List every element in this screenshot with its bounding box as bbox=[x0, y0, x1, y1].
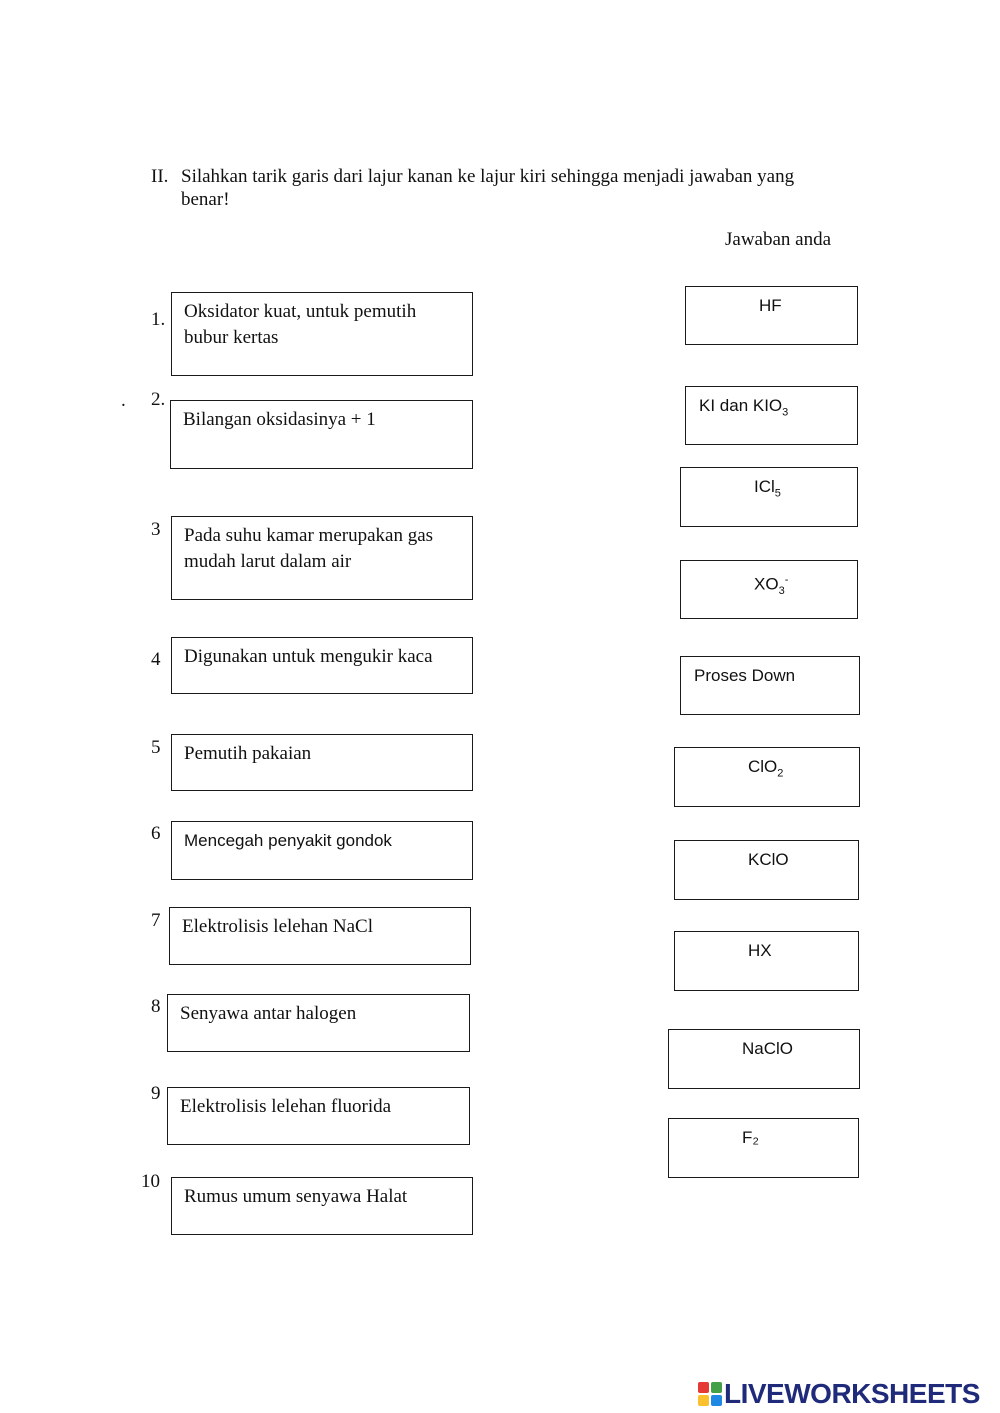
answer-8-base: HX bbox=[748, 941, 772, 960]
liveworksheets-wordmark: LIVEWORKSHEETS bbox=[724, 1378, 980, 1409]
question-box-4[interactable] bbox=[171, 637, 473, 694]
question-box-6[interactable] bbox=[171, 821, 473, 880]
question-box-7[interactable] bbox=[169, 907, 471, 965]
answer-box-7[interactable] bbox=[674, 840, 859, 900]
question-1-line-2: bubur kertas bbox=[184, 327, 279, 348]
question-number-4: 4 bbox=[151, 649, 161, 670]
answer-box-8[interactable] bbox=[674, 931, 859, 991]
answer-text-8 bbox=[748, 940, 772, 962]
answer-text-4 bbox=[754, 569, 788, 602]
question-text-4: Digunakan untuk mengukir kaca bbox=[184, 646, 433, 667]
answer-3-sub: 5 bbox=[774, 487, 781, 500]
answer-4-sub: 3 bbox=[778, 585, 785, 598]
answer-text-1 bbox=[759, 295, 782, 317]
answer-4-base: XO bbox=[754, 574, 779, 594]
logo-tile-red bbox=[698, 1382, 709, 1393]
answer-box-5[interactable] bbox=[680, 656, 860, 715]
question-text-3 bbox=[184, 523, 462, 575]
question-number-8: 8 bbox=[151, 996, 161, 1017]
question-number-2: 2. bbox=[151, 389, 166, 410]
question-3-line-1: Pada suhu kamar merupakan gas bbox=[184, 525, 434, 546]
instruction-number: II. bbox=[151, 166, 169, 187]
question-box-3[interactable] bbox=[171, 516, 473, 600]
answer-10-base: F₂ bbox=[742, 1128, 759, 1147]
question-box-8[interactable] bbox=[167, 994, 470, 1052]
answer-box-10[interactable] bbox=[668, 1118, 859, 1178]
answer-text-9 bbox=[742, 1038, 793, 1060]
question-text-8: Senyawa antar halogen bbox=[180, 1003, 357, 1024]
question-box-2[interactable] bbox=[170, 400, 473, 469]
answer-text-5 bbox=[694, 665, 795, 687]
answers-header: Jawaban anda bbox=[725, 229, 832, 250]
question-text-7: Elektrolisis lelehan NaCl bbox=[182, 916, 374, 937]
answer-box-1[interactable] bbox=[685, 286, 858, 345]
question-text-1 bbox=[184, 299, 462, 351]
logo-tile-blue bbox=[711, 1395, 722, 1406]
question-text-9: Elektrolisis lelehan fluorida bbox=[180, 1096, 392, 1117]
liveworksheets-logo-icon bbox=[698, 1382, 722, 1406]
answer-4-sup: - bbox=[784, 574, 789, 586]
question-text-6: Mencegah penyakit gondok bbox=[184, 831, 392, 850]
answer-text-2 bbox=[699, 395, 788, 423]
answer-box-3[interactable] bbox=[680, 467, 858, 527]
question-number-10: 10 bbox=[141, 1171, 160, 1192]
answer-1-base: HF bbox=[759, 296, 782, 315]
question-number-9: 9 bbox=[151, 1083, 161, 1104]
answer-7-base: KClO bbox=[748, 850, 789, 869]
answer-box-4[interactable] bbox=[680, 560, 858, 619]
question-text-5: Pemutih pakaian bbox=[184, 743, 312, 764]
answer-3-base: ICl bbox=[754, 477, 775, 496]
logo-tile-yellow bbox=[698, 1395, 709, 1406]
answer-text-3 bbox=[754, 476, 781, 504]
stray-dot: . bbox=[121, 390, 126, 411]
question-number-7: 7 bbox=[151, 910, 161, 931]
question-box-5[interactable] bbox=[171, 734, 473, 791]
answer-text-7 bbox=[748, 849, 789, 871]
question-number-5: 5 bbox=[151, 737, 161, 758]
question-text-10: Rumus umum senyawa Halat bbox=[184, 1186, 408, 1207]
question-number-1: 1. bbox=[151, 309, 166, 330]
instruction-line-2: benar! bbox=[181, 189, 230, 210]
question-number-6: 6 bbox=[151, 823, 161, 844]
answer-box-6[interactable] bbox=[674, 747, 860, 807]
answer-text-10 bbox=[742, 1127, 759, 1149]
question-number-3: 3 bbox=[151, 519, 161, 540]
question-text-2: Bilangan oksidasinya + 1 bbox=[183, 409, 376, 430]
liveworksheets-watermark[interactable] bbox=[698, 1378, 980, 1410]
question-1-line-1: Oksidator kuat, untuk pemutih bbox=[184, 301, 417, 322]
answer-text-6 bbox=[748, 756, 783, 784]
answer-box-2[interactable] bbox=[685, 386, 858, 445]
answer-2-base: KI dan KIO bbox=[699, 396, 783, 415]
answer-6-sub: 2 bbox=[777, 767, 784, 780]
answer-box-9[interactable] bbox=[668, 1029, 860, 1089]
question-box-10[interactable] bbox=[171, 1177, 473, 1235]
answer-6-base: ClO bbox=[748, 757, 778, 776]
question-box-9[interactable] bbox=[167, 1087, 470, 1145]
answer-5-base: Proses Down bbox=[694, 666, 796, 685]
answer-2-sub: 3 bbox=[782, 406, 789, 419]
answer-9-base: NaClO bbox=[742, 1039, 794, 1058]
instruction-line-1: Silahkan tarik garis dari lajur kanan ke lajur kiri sehingga menjadi jawaban yang bbox=[181, 166, 795, 187]
logo-tile-green bbox=[711, 1382, 722, 1393]
question-3-line-2: mudah larut dalam air bbox=[184, 551, 352, 572]
question-box-1[interactable] bbox=[171, 292, 473, 376]
